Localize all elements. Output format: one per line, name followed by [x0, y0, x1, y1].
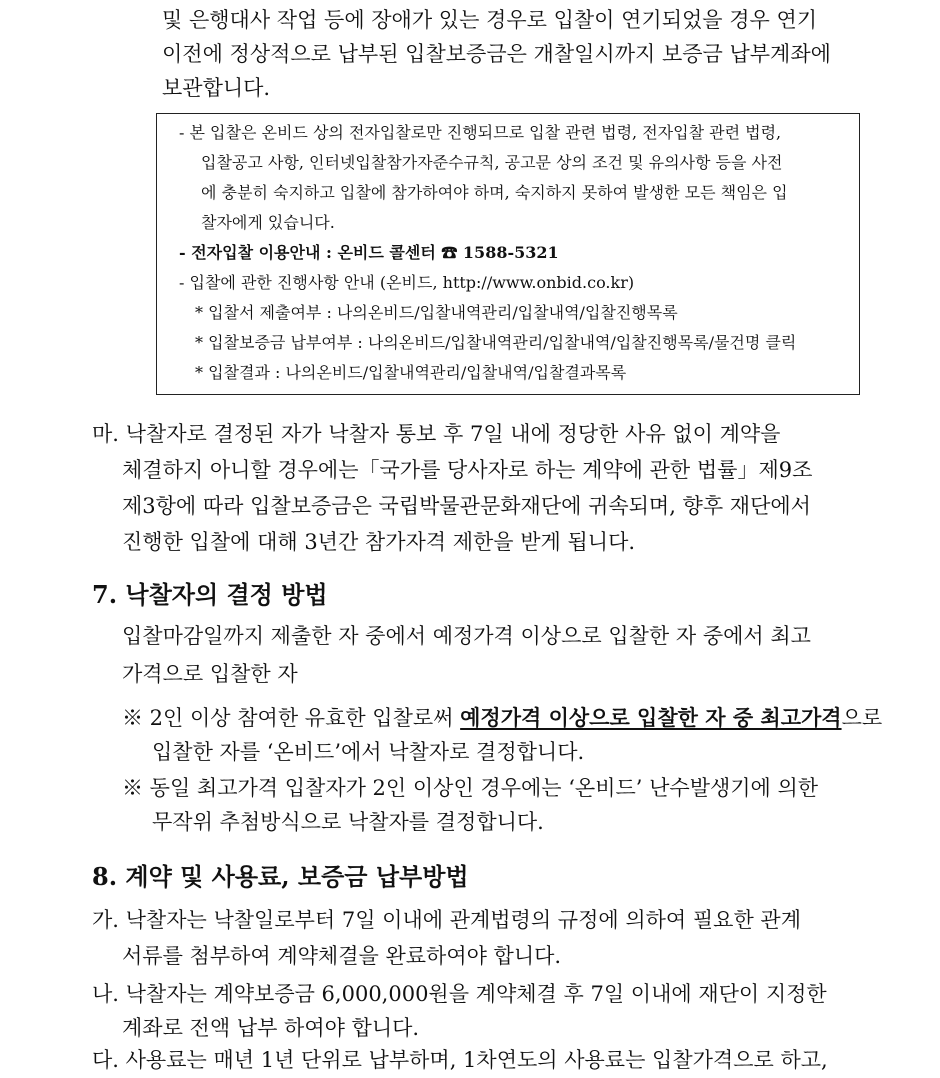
notice-sub-item: * 입찰결과 : 나의온비드/입찰내역관리/입찰내역/입찰결과목록 — [195, 363, 627, 382]
notice-line: - 입찰에 관한 진행사항 안내 (온비드, http://www.onbid.co.kr) — [179, 273, 635, 292]
note-1-suffix: 으로 — [841, 706, 883, 730]
item-ma-line: 진행한 입찰에 대해 3년간 참가자격 제한을 받게 됩니다. — [122, 530, 636, 554]
section-7-body: 가격으로 입찰한 자 — [122, 662, 298, 686]
item-ma-line: 제3항에 따라 입찰보증금은 국립박물관문화재단에 귀속되며, 향후 재단에서 — [122, 494, 811, 518]
section-7-body: 입찰마감일까지 제출한 자 중에서 예정가격 이상으로 입찰한 자 중에서 최고 — [122, 624, 811, 648]
item-da-line: 다. 사용료는 매년 1년 단위로 납부하며, 1차연도의 사용료는 입찰가격으로 하고, — [92, 1048, 828, 1072]
notice-sub-item: * 입찰서 제출여부 : 나의온비드/입찰내역관리/입찰내역/입찰진행목록 — [195, 303, 678, 322]
item-ga-line: 서류를 첨부하여 계약체결을 완료하여야 합니다. — [122, 944, 562, 968]
top-paragraph-line: 보관합니다. — [162, 76, 271, 100]
notice-line: 입찰공고 사항, 인터넷입찰참가자준수규칙, 공고문 상의 조건 및 유의사항 등을 사전 — [201, 153, 783, 172]
item-na-line: 계좌로 전액 납부 하여야 합니다. — [122, 1016, 420, 1040]
note-1-prefix: ※ 2인 이상 참여한 유효한 입찰로써 — [122, 706, 461, 730]
note-1-emphasis: 예정가격 이상으로 입찰한 자 중 최고가격 — [460, 705, 842, 730]
top-paragraph-line: 이전에 정상적으로 납부된 입찰보증금은 개찰일시까지 보증금 납부계좌에 — [162, 42, 831, 66]
call-center-info: - 전자입찰 이용안내 : 온비드 콜센터 ☎ 1588-5321 — [179, 243, 559, 262]
section-7-heading: 7. 낙찰자의 결정 방법 — [92, 580, 328, 609]
top-paragraph-line: 및 은행대사 작업 등에 장애가 있는 경우로 입찰이 연기되었을 경우 연기 — [162, 8, 818, 32]
item-na-line: 나. 낙찰자는 계약보증금 6,000,000원을 계약체결 후 7일 이내에 재단이 지정한 — [92, 982, 827, 1006]
notice-line: - 본 입찰은 온비드 상의 전자입찰로만 진행되므로 입찰 관련 법령, 전자입찰 관련 법령, — [179, 123, 782, 142]
section-8-heading: 8. 계약 및 사용료, 보증금 납부방법 — [92, 862, 469, 891]
item-ga-line: 가. 낙찰자는 낙찰일로부터 7일 이내에 관계법령의 규정에 의하여 필요한 관계 — [92, 908, 801, 932]
notice-box — [156, 113, 860, 395]
note-2-line-1: ※ 동일 최고가격 입찰자가 2인 이상인 경우에는 ‘온비드’ 난수발생기에 의한 — [122, 776, 819, 800]
note-1-line-2: 입찰한 자를 ‘온비드’에서 낙찰자로 결정합니다. — [152, 740, 585, 764]
note-2-line-2: 무작위 추첨방식으로 낙찰자를 결정합니다. — [152, 810, 544, 834]
item-ma-line: 마. 낙찰자로 결정된 자가 낙찰자 통보 후 7일 내에 정당한 사유 없이 계약을 — [92, 422, 781, 446]
note-1 — [122, 704, 882, 732]
notice-line: 찰자에게 있습니다. — [201, 213, 335, 232]
notice-sub-item: * 입찰보증금 납부여부 : 나의온비드/입찰내역관리/입찰내역/입찰진행목록/물건명 클릭 — [195, 333, 797, 352]
notice-line: 에 충분히 숙지하고 입찰에 참가하여야 하며, 숙지하지 못하여 발생한 모든 책임은 입 — [201, 183, 788, 202]
item-ma-line: 체결하지 아니할 경우에는「국가를 당사자로 하는 계약에 관한 법률」제9조 — [122, 458, 813, 482]
